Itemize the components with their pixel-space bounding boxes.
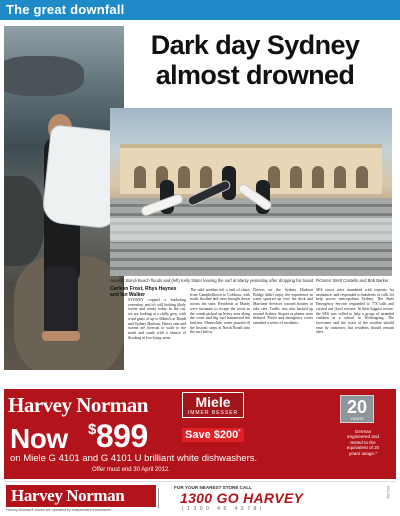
- years-label: YEARS: [350, 416, 364, 421]
- ad-code: HN1234: [386, 486, 390, 499]
- ad-footer: [4, 481, 396, 513]
- caption-text: Bondi Beach floods and (left) Kelly Slater leaving the surf at Manly yesterday after dropping his board. Pictures: Brett Costello and Bob Barker: [126, 278, 389, 283]
- now-label: Now: [10, 423, 68, 454]
- photo-caption: [110, 278, 392, 283]
- article-column: The wild weather left a trail of chaos from Campbelltown to Cobbora, with roads flooded and trees brought down across the state. Residents at Manly were fortunate to escape the worst as the winds picked up heavy seas along the coast and big surf hammered the beaches. Meanwhile, water poured off the historic steps at North Bondi into the surf below.: [190, 288, 250, 335]
- save-mark: *: [238, 429, 241, 436]
- byline-line-1: Carleen Frost, Rhys Haynes: [110, 286, 177, 292]
- brand-name: Harvey Norman: [11, 486, 125, 505]
- headline: [112, 30, 398, 90]
- price-value: 899: [95, 418, 148, 454]
- franchise-note: Harvey Norman® stores are operated by independent franchisees.: [6, 508, 112, 512]
- water-overflow: [110, 218, 392, 242]
- pavilion-photo: [110, 108, 392, 276]
- divider: [158, 488, 159, 508]
- headline-line-2: almost drowned: [155, 60, 355, 90]
- hotline-digits: (1300 46 4278): [182, 506, 265, 512]
- section-title: The great downfall: [6, 2, 125, 17]
- note-line: tested to the: [350, 439, 376, 445]
- german-engineered-note: [338, 429, 388, 456]
- article-column: Drivers on the Sydney Harbour Bridge didn't enjoy the experience as water sprayed up over the deck and Maritime Services warned boaters to take care. Traffic was also backed up around Sydney Airport as planes were delayed. Police and emergency crews attended a series of incidents.: [253, 288, 313, 325]
- years-number: 20: [346, 397, 368, 417]
- years-badge: [340, 395, 374, 423]
- stores-label: FOR YOUR NEAREST STORE CALL: [174, 485, 252, 490]
- surfer-photo: [4, 26, 124, 370]
- offer-description: on Miele G 4101 and G 4101 U brilliant white dishwashers.: [10, 453, 258, 464]
- note-line: years usage.*: [348, 450, 378, 456]
- advertisement[interactable]: [4, 389, 396, 513]
- surfer-feet: [42, 331, 80, 341]
- byline: [110, 286, 180, 298]
- ad-banner: [4, 389, 396, 479]
- rock-shape: [4, 56, 84, 96]
- note-line: equivalent of 20: [346, 445, 380, 451]
- save-badge: [182, 428, 244, 442]
- byline-line-2: and Ian Walker: [110, 292, 146, 298]
- price: [88, 418, 148, 455]
- price-symbol: $: [88, 421, 96, 438]
- miele-logo: [182, 392, 244, 418]
- partner-tagline: IMMER BESSER: [187, 410, 239, 416]
- rock-shape: [4, 176, 44, 266]
- partner-name: Miele: [195, 394, 231, 410]
- note-line: German: [354, 429, 372, 434]
- harvey-norman-logo: [6, 485, 156, 507]
- offer-date: Offer must end 30 April 2012.: [92, 467, 170, 473]
- harvey-norman-logo: [8, 393, 174, 415]
- caption-lead: Awash:: [110, 278, 125, 283]
- note-line: engineered and: [347, 434, 379, 440]
- article-column: SES crews were inundated with requests for assistance, and responded to hundreds of calls for help across metropolitan Sydney. The State Emergency Service responded to 778 calls and carried out flood rescues. In their biggest rescue, the SES was called to help a group of stranded children at a school at Wollongong. The forecaster said the worst of the weather should ease by tomorrow but residents should remain alert.: [316, 288, 394, 335]
- brand-name: Harvey Norman: [8, 393, 148, 417]
- hotline-number[interactable]: 1300 GO HARVEY: [180, 490, 304, 506]
- surfer-legs: [44, 266, 78, 336]
- save-text: Save $200: [185, 429, 239, 441]
- headline-line-1: Dark day Sydney: [150, 30, 360, 60]
- section-banner: [0, 0, 400, 20]
- article-column: SYDNEY copped a bucketing yesterday, and it's still looking likely wetter and windy today. In the city we are looking at a chilly grey, with wind gusts of up to 60km/h at Bondi and Sydney Harbour. Heavy rain and storms are forecast to work to the north and south with a chance of flooding in low-lying areas.: [128, 298, 186, 340]
